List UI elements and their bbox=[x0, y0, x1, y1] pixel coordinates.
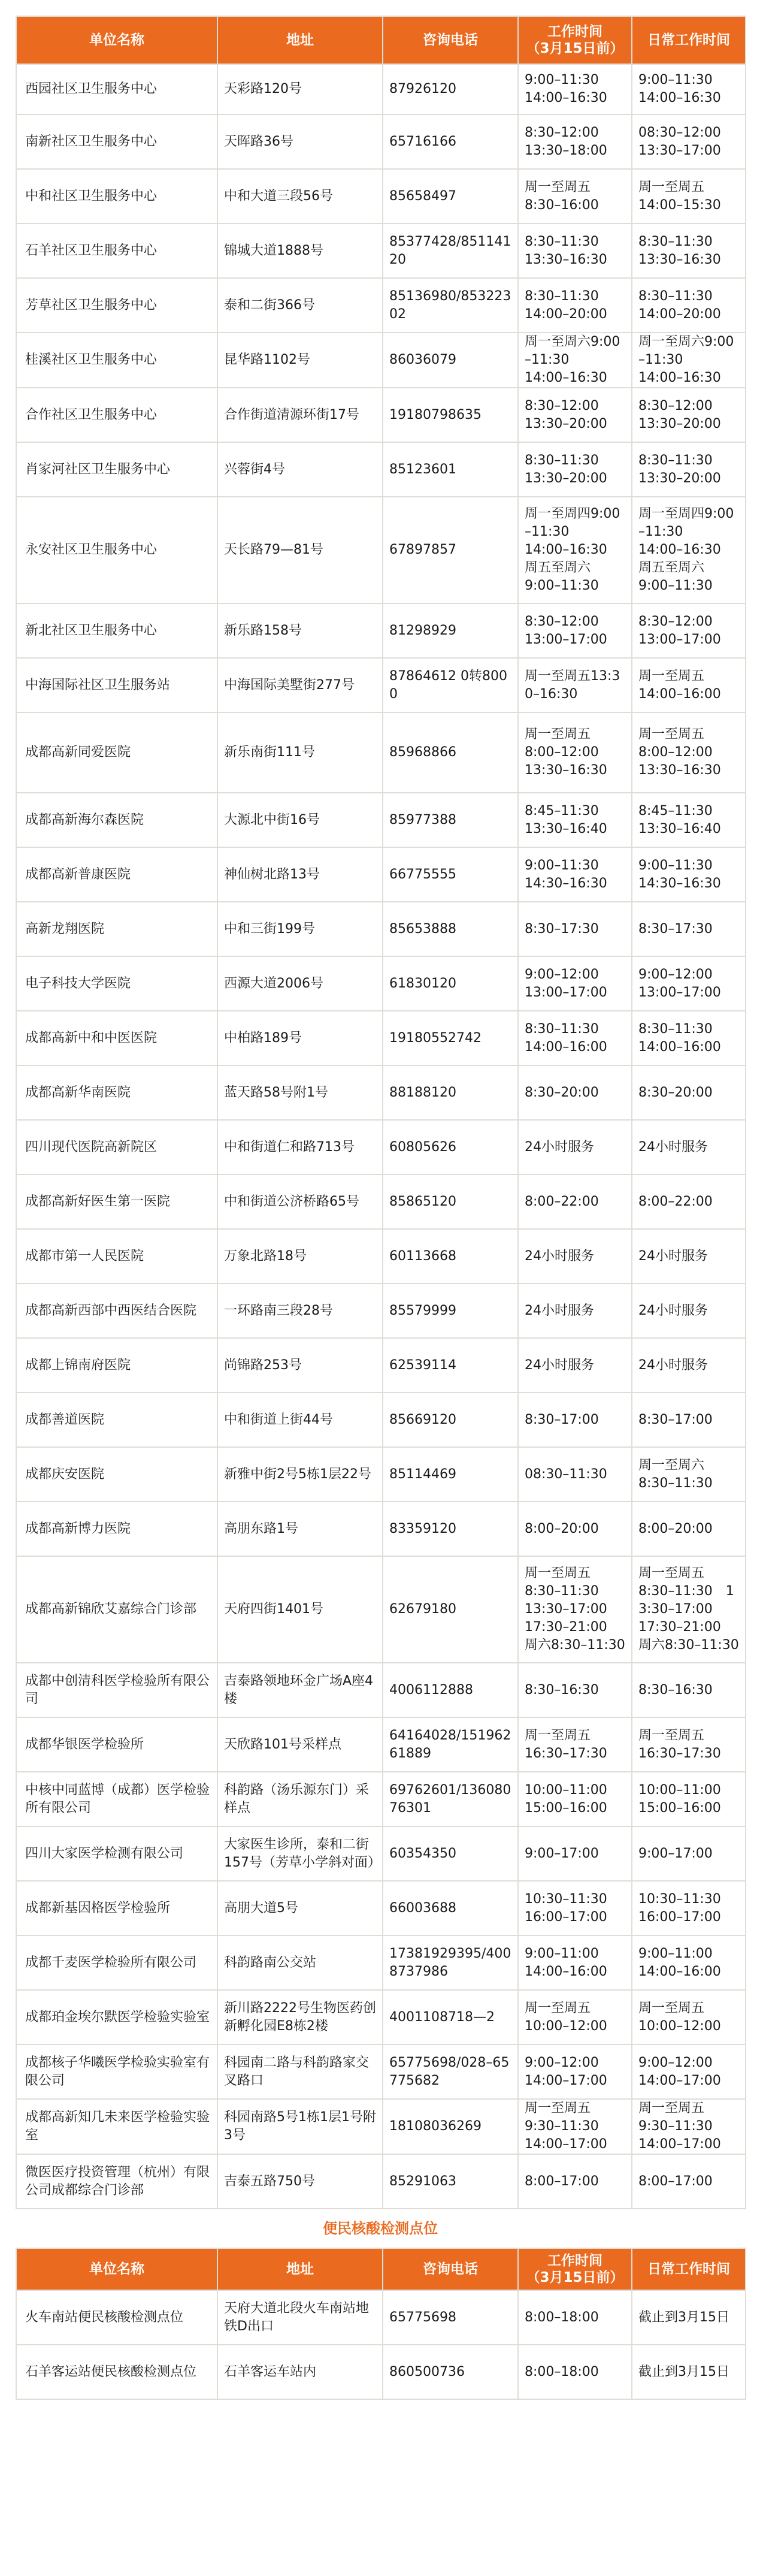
cell-hours-before-315: 8:30–17:00 bbox=[518, 1393, 632, 1447]
clinic-table-body bbox=[16, 64, 746, 2209]
cell-phone: 62539114 bbox=[383, 1338, 518, 1393]
cell-daily-hours: 8:30–12:00 13:30–20:00 bbox=[632, 388, 746, 442]
table-row bbox=[16, 224, 746, 278]
table-row bbox=[16, 1284, 746, 1338]
table-row bbox=[16, 1120, 746, 1174]
cell-address: 兴蓉街4号 bbox=[217, 442, 383, 497]
clinic-table bbox=[16, 16, 746, 2209]
cell-daily-hours: 24小时服务 bbox=[632, 1284, 746, 1338]
cell-daily-hours: 周一至周六9:00–11:30 14:00–16:30 bbox=[632, 333, 746, 388]
cell-address: 中和街道上街44号 bbox=[217, 1393, 383, 1447]
cell-name: 芳草社区卫生服务中心 bbox=[16, 278, 217, 333]
table-row bbox=[16, 1011, 746, 1065]
cell-address: 高朋大道5号 bbox=[217, 1881, 383, 1935]
cell-hours-before-315: 9:00–17:00 bbox=[518, 1826, 632, 1881]
cell-daily-hours: 8:30–11:30 14:00–20:00 bbox=[632, 278, 746, 333]
table-row bbox=[16, 956, 746, 1011]
cell-name: 石羊客运站便民核酸检测点位 bbox=[16, 2345, 217, 2399]
cell-hours-before-315: 8:00–22:00 bbox=[518, 1174, 632, 1229]
cell-address: 中和大道三段56号 bbox=[217, 169, 383, 224]
table-row bbox=[16, 2345, 746, 2399]
header-phone: 咨询电话 bbox=[383, 2248, 518, 2290]
cell-daily-hours: 8:30–20:00 bbox=[632, 1065, 746, 1120]
page bbox=[16, 16, 745, 2400]
cell-address: 昆华路1102号 bbox=[217, 333, 383, 388]
cell-hours-before-315: 8:30–11:30 14:00–20:00 bbox=[518, 278, 632, 333]
cell-hours-before-315: 8:00–20:00 bbox=[518, 1502, 632, 1556]
cell-address: 天晖路36号 bbox=[217, 114, 383, 169]
table-row bbox=[16, 2099, 746, 2154]
cell-name: 电子科技大学医院 bbox=[16, 956, 217, 1011]
cell-hours-before-315: 周一至周五 8:00–12:00 13:30–16:30 bbox=[518, 712, 632, 793]
cell-name: 肖家河社区卫生服务中心 bbox=[16, 442, 217, 497]
table-row bbox=[16, 712, 746, 793]
table-row bbox=[16, 1935, 746, 1990]
cell-phone: 85136980/85322302 bbox=[383, 278, 518, 333]
cell-phone: 66003688 bbox=[383, 1881, 518, 1935]
cell-name: 中海国际社区卫生服务站 bbox=[16, 658, 217, 712]
cell-daily-hours: 8:30–17:30 bbox=[632, 902, 746, 956]
cell-name: 成都核子华曦医学检验实验室有限公司 bbox=[16, 2045, 217, 2099]
cell-phone: 60805626 bbox=[383, 1120, 518, 1174]
cell-name: 高新龙翔医院 bbox=[16, 902, 217, 956]
table-row bbox=[16, 1772, 746, 1826]
table-row bbox=[16, 497, 746, 603]
table-row bbox=[16, 388, 746, 442]
table-row bbox=[16, 1826, 746, 1881]
cell-phone: 85123601 bbox=[383, 442, 518, 497]
cell-phone: 83359120 bbox=[383, 1502, 518, 1556]
cell-hours-before-315: 8:30–12:00 13:30–18:00 bbox=[518, 114, 632, 169]
cell-daily-hours: 周一至周五 8:00–12:00 13:30–16:30 bbox=[632, 712, 746, 793]
testing-point-table bbox=[16, 2248, 746, 2400]
cell-phone: 81298929 bbox=[383, 603, 518, 658]
cell-address: 天欣路101号采样点 bbox=[217, 1717, 383, 1772]
cell-name: 成都善道医院 bbox=[16, 1393, 217, 1447]
cell-address: 尚锦路253号 bbox=[217, 1338, 383, 1393]
cell-hours-before-315: 24小时服务 bbox=[518, 1229, 632, 1284]
cell-hours-before-315: 9:00–11:30 14:30–16:30 bbox=[518, 847, 632, 902]
cell-daily-hours: 截止到3月15日 bbox=[632, 2290, 746, 2345]
cell-name: 成都庆安医院 bbox=[16, 1447, 217, 1502]
cell-address: 科韵路（汤乐源东门）采样点 bbox=[217, 1772, 383, 1826]
cell-daily-hours: 24小时服务 bbox=[632, 1120, 746, 1174]
header-hours-before-315: 工作时间 （3月15日前） bbox=[518, 16, 632, 64]
table-header-row bbox=[16, 16, 746, 64]
cell-hours-before-315: 8:00–18:00 bbox=[518, 2345, 632, 2399]
cell-address: 新乐路158号 bbox=[217, 603, 383, 658]
cell-address: 大家医生诊所，泰和二街157号（芳草小学斜对面） bbox=[217, 1826, 383, 1881]
cell-address: 万象北路18号 bbox=[217, 1229, 383, 1284]
cell-name: 成都高新西部中西医结合医院 bbox=[16, 1284, 217, 1338]
cell-name: 南新社区卫生服务中心 bbox=[16, 114, 217, 169]
cell-hours-before-315: 周一至周四9:00–11:30 14:00–16:30 周五至周六 9:00–11:30 bbox=[518, 497, 632, 603]
cell-name: 成都高新博力医院 bbox=[16, 1502, 217, 1556]
cell-name: 火车南站便民核酸检测点位 bbox=[16, 2290, 217, 2345]
cell-hours-before-315: 周一至周六9:00–11:30 14:00–16:30 bbox=[518, 333, 632, 388]
cell-phone: 85114469 bbox=[383, 1447, 518, 1502]
cell-daily-hours: 周一至周五 16:30–17:30 bbox=[632, 1717, 746, 1772]
cell-hours-before-315: 9:00–11:00 14:00–16:00 bbox=[518, 1935, 632, 1990]
cell-hours-before-315: 8:45–11:30 13:30–16:40 bbox=[518, 793, 632, 847]
cell-phone: 88188120 bbox=[383, 1065, 518, 1120]
cell-daily-hours: 周一至周四9:00–11:30 14:00–16:30 周五至周六 9:00–11:30 bbox=[632, 497, 746, 603]
cell-daily-hours: 8:30–11:30 14:00–16:00 bbox=[632, 1011, 746, 1065]
cell-daily-hours: 24小时服务 bbox=[632, 1229, 746, 1284]
cell-daily-hours: 周一至周五 14:00–15:30 bbox=[632, 169, 746, 224]
cell-name: 合作社区卫生服务中心 bbox=[16, 388, 217, 442]
cell-phone: 85579999 bbox=[383, 1284, 518, 1338]
cell-address: 新雅中街2号5栋1层22号 bbox=[217, 1447, 383, 1502]
cell-address: 新乐南街111号 bbox=[217, 712, 383, 793]
cell-hours-before-315: 10:30–11:30 16:00–17:00 bbox=[518, 1881, 632, 1935]
cell-phone: 19180798635 bbox=[383, 388, 518, 442]
cell-phone: 18108036269 bbox=[383, 2099, 518, 2154]
cell-hours-before-315: 8:30–11:30 13:30–20:00 bbox=[518, 442, 632, 497]
cell-address: 中和街道公济桥路65号 bbox=[217, 1174, 383, 1229]
cell-address: 西源大道2006号 bbox=[217, 956, 383, 1011]
cell-hours-before-315: 8:30–11:30 13:30–16:30 bbox=[518, 224, 632, 278]
table-row bbox=[16, 442, 746, 497]
cell-daily-hours: 9:00–17:00 bbox=[632, 1826, 746, 1881]
cell-daily-hours: 8:30–16:30 bbox=[632, 1663, 746, 1717]
cell-name: 成都高新好医生第一医院 bbox=[16, 1174, 217, 1229]
cell-daily-hours: 周一至周五 10:00–12:00 bbox=[632, 1990, 746, 2045]
table-row bbox=[16, 793, 746, 847]
cell-name: 成都华银医学检验所 bbox=[16, 1717, 217, 1772]
cell-hours-before-315: 08:30–11:30 bbox=[518, 1447, 632, 1502]
cell-daily-hours: 24小时服务 bbox=[632, 1338, 746, 1393]
cell-address: 石羊客运车站内 bbox=[217, 2345, 383, 2399]
cell-daily-hours: 周一至周五 14:00–16:00 bbox=[632, 658, 746, 712]
cell-hours-before-315: 10:00–11:00 15:00–16:00 bbox=[518, 1772, 632, 1826]
cell-phone: 60354350 bbox=[383, 1826, 518, 1881]
cell-address: 中柏路189号 bbox=[217, 1011, 383, 1065]
cell-name: 成都高新知几未来医学检验实验室 bbox=[16, 2099, 217, 2154]
cell-name: 成都高新海尔森医院 bbox=[16, 793, 217, 847]
cell-address: 吉泰路领地环金广场A座4楼 bbox=[217, 1663, 383, 1717]
cell-phone: 87926120 bbox=[383, 64, 518, 114]
cell-phone: 4001108718—2 bbox=[383, 1990, 518, 2045]
cell-name: 成都市第一人民医院 bbox=[16, 1229, 217, 1284]
cell-phone: 860500736 bbox=[383, 2345, 518, 2399]
cell-address: 神仙树北路13号 bbox=[217, 847, 383, 902]
section2-title: 便民核酸检测点位 bbox=[323, 2220, 438, 2237]
cell-daily-hours: 10:30–11:30 16:00–17:00 bbox=[632, 1881, 746, 1935]
cell-name: 永安社区卫生服务中心 bbox=[16, 497, 217, 603]
cell-hours-before-315: 周一至周五 10:00–12:00 bbox=[518, 1990, 632, 2045]
cell-phone: 85968866 bbox=[383, 712, 518, 793]
cell-name: 中和社区卫生服务中心 bbox=[16, 169, 217, 224]
cell-address: 锦城大道1888号 bbox=[217, 224, 383, 278]
cell-name: 桂溪社区卫生服务中心 bbox=[16, 333, 217, 388]
cell-address: 中和街道仁和路713号 bbox=[217, 1120, 383, 1174]
cell-daily-hours: 9:00–11:00 14:00–16:00 bbox=[632, 1935, 746, 1990]
table-row bbox=[16, 64, 746, 114]
cell-address: 科韵路南公交站 bbox=[217, 1935, 383, 1990]
cell-name: 成都千麦医学检验所有限公司 bbox=[16, 1935, 217, 1990]
table-row bbox=[16, 847, 746, 902]
cell-name: 成都高新华南医院 bbox=[16, 1065, 217, 1120]
table-row bbox=[16, 1990, 746, 2045]
cell-address: 科园南二路与科韵路家交叉路口 bbox=[217, 2045, 383, 2099]
cell-name: 石羊社区卫生服务中心 bbox=[16, 224, 217, 278]
cell-phone: 64164028/15196261889 bbox=[383, 1717, 518, 1772]
cell-address: 科园南路5号1栋1层1号附3号 bbox=[217, 2099, 383, 2154]
cell-hours-before-315: 24小时服务 bbox=[518, 1284, 632, 1338]
cell-hours-before-315: 8:00–18:00 bbox=[518, 2290, 632, 2345]
cell-phone: 65775698/028–65775682 bbox=[383, 2045, 518, 2099]
cell-address: 蓝天路58号附1号 bbox=[217, 1065, 383, 1120]
cell-hours-before-315: 周一至周五 16:30–17:30 bbox=[518, 1717, 632, 1772]
cell-address: 吉泰五路750号 bbox=[217, 2154, 383, 2209]
table-row bbox=[16, 333, 746, 388]
header-name: 单位名称 bbox=[16, 2248, 217, 2290]
table-row bbox=[16, 603, 746, 658]
table-row bbox=[16, 1447, 746, 1502]
cell-hours-before-315: 24小时服务 bbox=[518, 1338, 632, 1393]
cell-daily-hours: 截止到3月15日 bbox=[632, 2345, 746, 2399]
cell-hours-before-315: 9:00–11:30 14:00–16:30 bbox=[518, 64, 632, 114]
cell-address: 一环路南三段28号 bbox=[217, 1284, 383, 1338]
cell-address: 中和三街199号 bbox=[217, 902, 383, 956]
table-row bbox=[16, 902, 746, 956]
cell-phone: 61830120 bbox=[383, 956, 518, 1011]
cell-daily-hours: 8:00–22:00 bbox=[632, 1174, 746, 1229]
table2-header-row bbox=[16, 2248, 746, 2290]
cell-hours-before-315: 24小时服务 bbox=[518, 1120, 632, 1174]
cell-hours-before-315: 8:30–11:30 14:00–16:00 bbox=[518, 1011, 632, 1065]
cell-hours-before-315: 8:30–17:30 bbox=[518, 902, 632, 956]
table-row bbox=[16, 1663, 746, 1717]
cell-phone: 85291063 bbox=[383, 2154, 518, 2209]
cell-daily-hours: 周一至周五 8:30–11:30 13:30–17:00 17:30–21:00 周六8:30–11:30 bbox=[632, 1556, 746, 1663]
cell-daily-hours: 周一至周五 9:30–11:30 14:00–17:00 bbox=[632, 2099, 746, 2154]
cell-daily-hours: 8:30–11:30 13:30–16:30 bbox=[632, 224, 746, 278]
cell-hours-before-315: 周一至周五13:30–16:30 bbox=[518, 658, 632, 712]
cell-phone: 85669120 bbox=[383, 1393, 518, 1447]
cell-hours-before-315: 周一至周五 8:30–16:00 bbox=[518, 169, 632, 224]
table-row bbox=[16, 2045, 746, 2099]
cell-address: 泰和二街366号 bbox=[217, 278, 383, 333]
cell-address: 天长路79—81号 bbox=[217, 497, 383, 603]
table-row bbox=[16, 1065, 746, 1120]
cell-phone: 62679180 bbox=[383, 1556, 518, 1663]
cell-phone: 87864612 0转8000 bbox=[383, 658, 518, 712]
cell-hours-before-315: 8:30–16:30 bbox=[518, 1663, 632, 1717]
cell-phone: 69762601/13608076301 bbox=[383, 1772, 518, 1826]
cell-hours-before-315: 8:30–20:00 bbox=[518, 1065, 632, 1120]
cell-hours-before-315: 周一至周五 9:30–11:30 14:00–17:00 bbox=[518, 2099, 632, 2154]
cell-address: 新川路2222号生物医药创新孵化园E8栋2楼 bbox=[217, 1990, 383, 2045]
cell-name: 西园社区卫生服务中心 bbox=[16, 64, 217, 114]
cell-phone: 65775698 bbox=[383, 2290, 518, 2345]
table-row bbox=[16, 658, 746, 712]
cell-hours-before-315: 8:30–12:00 13:00–17:00 bbox=[518, 603, 632, 658]
cell-name: 成都高新同爱医院 bbox=[16, 712, 217, 793]
cell-phone: 67897857 bbox=[383, 497, 518, 603]
header-daily-hours: 日常工作时间 bbox=[632, 16, 746, 64]
cell-daily-hours: 9:00–12:00 14:00–17:00 bbox=[632, 2045, 746, 2099]
cell-phone: 85865120 bbox=[383, 1174, 518, 1229]
cell-phone: 60113668 bbox=[383, 1229, 518, 1284]
cell-name: 新北社区卫生服务中心 bbox=[16, 603, 217, 658]
cell-name: 成都高新中和中医医院 bbox=[16, 1011, 217, 1065]
cell-address: 中海国际美墅街277号 bbox=[217, 658, 383, 712]
table-row bbox=[16, 1174, 746, 1229]
table-row bbox=[16, 2154, 746, 2209]
cell-address: 天府大道北段火车南站地铁D出口 bbox=[217, 2290, 383, 2345]
cell-phone: 85658497 bbox=[383, 169, 518, 224]
cell-daily-hours: 9:00–11:30 14:00–16:30 bbox=[632, 64, 746, 114]
cell-name: 成都高新普康医院 bbox=[16, 847, 217, 902]
cell-daily-hours: 8:30–11:30 13:30–20:00 bbox=[632, 442, 746, 497]
cell-name: 四川大家医学检测有限公司 bbox=[16, 1826, 217, 1881]
table-row bbox=[16, 1393, 746, 1447]
cell-address: 合作街道清源环街17号 bbox=[217, 388, 383, 442]
cell-daily-hours: 8:30–17:00 bbox=[632, 1393, 746, 1447]
table-row bbox=[16, 2290, 746, 2345]
cell-hours-before-315: 周一至周五 8:30–11:30 13:30–17:00 17:30–21:00 周六8:30–11:30 bbox=[518, 1556, 632, 1663]
cell-address: 天府四街1401号 bbox=[217, 1556, 383, 1663]
table-row bbox=[16, 1556, 746, 1663]
header-address: 地址 bbox=[217, 2248, 383, 2290]
cell-hours-before-315: 9:00–12:00 13:00–17:00 bbox=[518, 956, 632, 1011]
cell-daily-hours: 9:00–12:00 13:00–17:00 bbox=[632, 956, 746, 1011]
cell-name: 微医医疗投资管理（杭州）有限公司成都综合门诊部 bbox=[16, 2154, 217, 2209]
cell-name: 成都上锦南府医院 bbox=[16, 1338, 217, 1393]
table-row bbox=[16, 1881, 746, 1935]
table-row bbox=[16, 1338, 746, 1393]
testing-point-table-body bbox=[16, 2290, 746, 2399]
table-row bbox=[16, 114, 746, 169]
header-phone: 咨询电话 bbox=[383, 16, 518, 64]
cell-name: 成都高新锦欣艾嘉综合门诊部 bbox=[16, 1556, 217, 1663]
cell-name: 中核中同蓝博（成都）医学检验所有限公司 bbox=[16, 1772, 217, 1826]
cell-hours-before-315: 8:30–12:00 13:30–20:00 bbox=[518, 388, 632, 442]
header-daily-hours: 日常工作时间 bbox=[632, 2248, 746, 2290]
cell-name: 成都中创清科医学检验所有限公司 bbox=[16, 1663, 217, 1717]
cell-name: 成都珀金埃尔默医学检验实验室 bbox=[16, 1990, 217, 2045]
cell-phone: 85653888 bbox=[383, 902, 518, 956]
cell-phone: 85377428/85114120 bbox=[383, 224, 518, 278]
cell-daily-hours: 周一至周六 8:30–11:30 bbox=[632, 1447, 746, 1502]
cell-daily-hours: 9:00–11:30 14:30–16:30 bbox=[632, 847, 746, 902]
cell-name: 成都新基因格医学检验所 bbox=[16, 1881, 217, 1935]
header-hours-before-315: 工作时间 （3月15日前） bbox=[518, 2248, 632, 2290]
cell-address: 大源北中街16号 bbox=[217, 793, 383, 847]
cell-name: 四川现代医院高新院区 bbox=[16, 1120, 217, 1174]
cell-daily-hours: 8:00–17:00 bbox=[632, 2154, 746, 2209]
header-address: 地址 bbox=[217, 16, 383, 64]
cell-daily-hours: 08:30–12:00 13:30–17:00 bbox=[632, 114, 746, 169]
header-name: 单位名称 bbox=[16, 16, 217, 64]
cell-phone: 86036079 bbox=[383, 333, 518, 388]
cell-daily-hours: 8:30–12:00 13:00–17:00 bbox=[632, 603, 746, 658]
cell-phone: 66775555 bbox=[383, 847, 518, 902]
table-row bbox=[16, 1229, 746, 1284]
cell-address: 高朋东路1号 bbox=[217, 1502, 383, 1556]
cell-phone: 4006112888 bbox=[383, 1663, 518, 1717]
cell-daily-hours: 10:00–11:00 15:00–16:00 bbox=[632, 1772, 746, 1826]
table-row bbox=[16, 1502, 746, 1556]
cell-phone: 19180552742 bbox=[383, 1011, 518, 1065]
cell-phone: 65716166 bbox=[383, 114, 518, 169]
cell-phone: 85977388 bbox=[383, 793, 518, 847]
table-row bbox=[16, 1717, 746, 1772]
table-row bbox=[16, 278, 746, 333]
cell-daily-hours: 8:45–11:30 13:30–16:40 bbox=[632, 793, 746, 847]
table-row bbox=[16, 169, 746, 224]
cell-address: 天彩路120号 bbox=[217, 64, 383, 114]
cell-phone: 17381929395/4008737986 bbox=[383, 1935, 518, 1990]
cell-hours-before-315: 8:00–17:00 bbox=[518, 2154, 632, 2209]
cell-hours-before-315: 9:00–12:00 14:00–17:00 bbox=[518, 2045, 632, 2099]
cell-daily-hours: 8:00–20:00 bbox=[632, 1502, 746, 1556]
